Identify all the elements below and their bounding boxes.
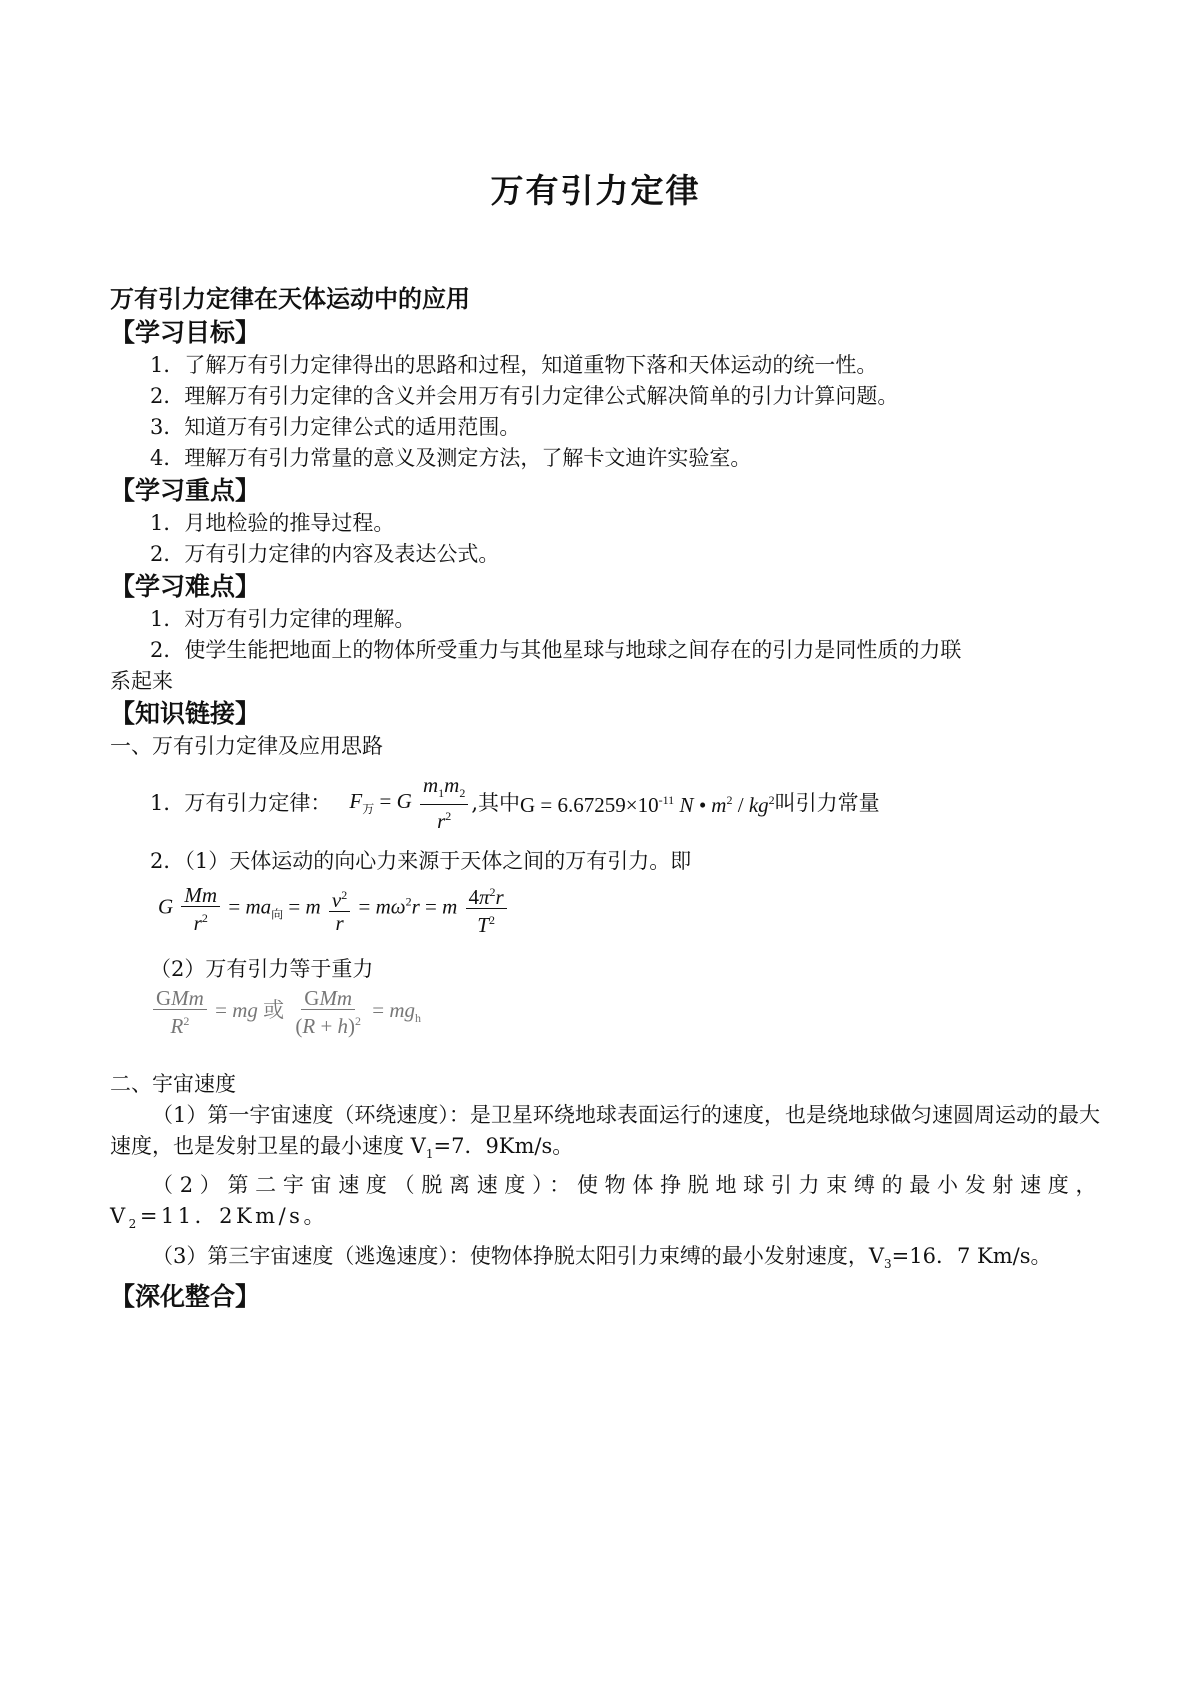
centripetal-formula: G $\frac{Mm}{r^2}$ = $ma_向 = m$ $\frac{v^2}{r}$ = $m\omega^2r = m$ $\frac{4\pi^2r}{T^2}$ (110, 881, 1100, 936)
item2-label: 2．（1）天体运动的向心力来源于天体之间的万有引力。即 (150, 849, 692, 874)
gravity-formula: $\frac{\text{GMm}}{R^2}$ = mg 或 $\frac{\text{GMm}}{(R + h)^2}$ = $mg_h$ (110, 987, 1100, 1037)
law-label: 1．万有引力定律： (150, 790, 332, 815)
keypoint-item: 1．月地检验的推导过程。 (150, 511, 395, 535)
goals-heading: 【学习目标】 (110, 318, 261, 347)
goal-item: 3．知道万有引力定律公式的适用范围。 (150, 415, 521, 439)
page-title: 万有引力定律 (490, 171, 701, 210)
goal-item: 4．理解万有引力常量的意义及测定方法，了解卡文迪许实验室。 (150, 446, 752, 470)
law-where: ,其中 (471, 790, 521, 815)
goal-item: 2．理解万有引力定律的含义并会用万有引力定律公式解决简单的引力计算问题。 (150, 384, 899, 408)
third-cosmic-speed: （3）第三宇宙速度（逃逸速度）：使物体挣脱太阳引力束缚的最小发射速度，$V_3=16$．7 Km/s。 (152, 1243, 1052, 1271)
difficulty-continuation: 系起来 (110, 669, 173, 693)
gravitational-constant: $G = 6.67259\times 10^{-11}$ N • $m^2 / kg^2$ (520, 793, 775, 818)
second-cosmic-speed: （2）第二宇宙速度（脱离速度）：使物体挣脱地球引力束缚的最小发射速度，$V_2=11$．2Km/s。 (110, 1173, 1100, 1232)
gravitation-law-line (110, 774, 1100, 832)
law-suffix: 叫引力常量 (774, 790, 880, 815)
gravitation-formula: $F_万 = G$ $\frac{m_1m_2}{r^2}$ (349, 774, 471, 832)
part1-heading: 一、万有引力定律及应用思路 (110, 734, 383, 758)
links-heading: 【知识链接】 (110, 699, 261, 728)
first-cosmic-speed: （1）第一宇宙速度（环绕速度）：是卫星环绕地球表面运行的速度，也是绕地球做匀速圆周运动的最大速度，也是发射卫星的最小速度 $V_1=7$．9Km/s。 (110, 1103, 1100, 1162)
part2-heading: 二、宇宙速度 (110, 1072, 236, 1097)
difficulties-heading: 【学习难点】 (110, 572, 261, 601)
difficulty-item: 2．使学生能把地面上的物体所受重力与其他星球与地球之间存在的引力是同性质的力联 (150, 638, 962, 662)
document-body (110, 282, 1100, 1314)
lesson-subtitle: 万有引力定律在天体运动中的应用 (110, 285, 470, 313)
deepen-heading: 【深化整合】 (110, 1281, 261, 1311)
item2b-label: （2）万有引力等于重力 (150, 957, 374, 982)
keypoints-heading: 【学习重点】 (110, 476, 261, 505)
goal-item: 1．了解万有引力定律得出的思路和过程，知道重物下落和天体运动的统一性。 (150, 353, 878, 377)
difficulty-item: 1．对万有引力定律的理解。 (150, 607, 416, 631)
keypoint-item: 2．万有引力定律的内容及表达公式。 (150, 542, 500, 566)
